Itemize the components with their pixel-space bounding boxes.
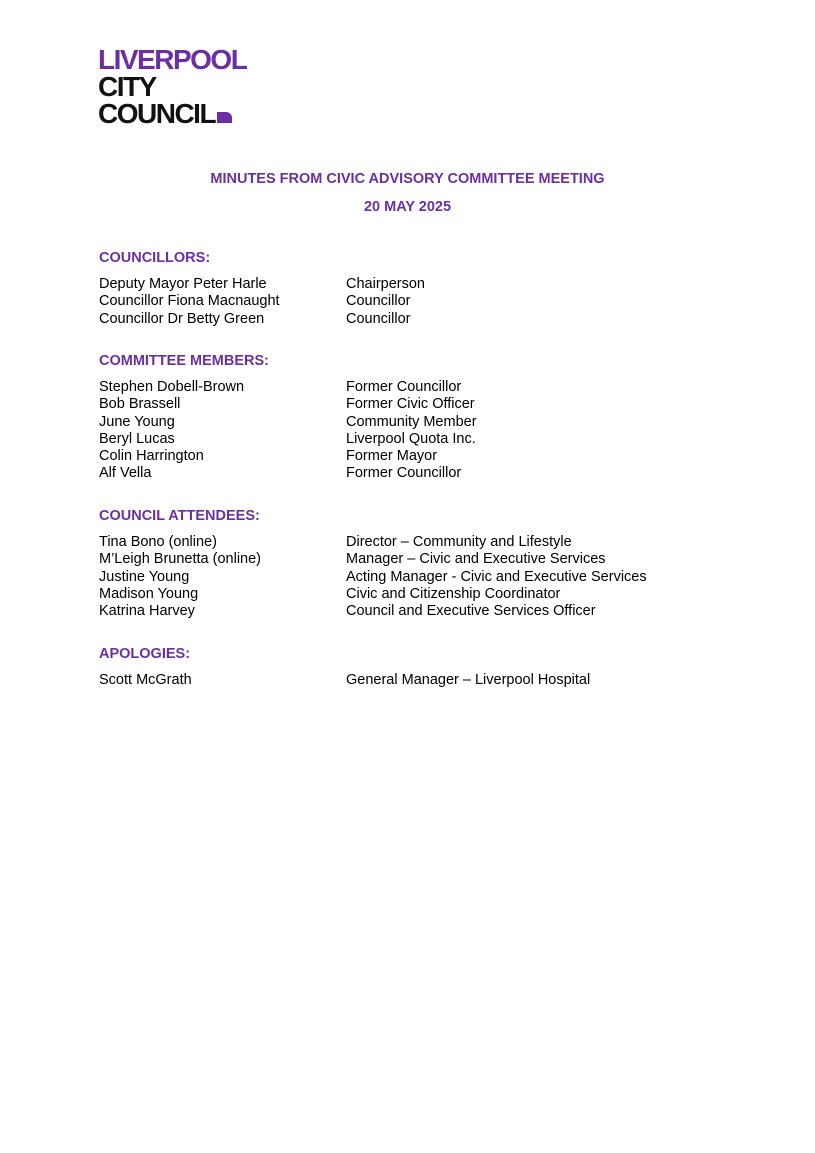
apologies-heading: APOLOGIES: bbox=[99, 646, 191, 662]
attendee-role: Former Civic Officer bbox=[346, 396, 475, 413]
list-item bbox=[99, 569, 739, 586]
attendee-role: Acting Manager - Civic and Executive Services bbox=[346, 568, 647, 585]
councillors-heading: COUNCILLORS: bbox=[99, 250, 211, 266]
list-item bbox=[99, 276, 739, 293]
attendee-role: Liverpool Quota Inc. bbox=[346, 430, 476, 447]
councillors-list bbox=[99, 276, 739, 328]
attendee-name: Deputy Mayor Peter Harle bbox=[99, 276, 267, 292]
attendees-list bbox=[99, 534, 739, 620]
attendee-role: Councillor bbox=[346, 310, 411, 327]
attendee-name: Katrina Harvey bbox=[99, 603, 195, 620]
attendee-role: Former Mayor bbox=[346, 448, 438, 465]
attendee-role: Council and Executive Services Officer bbox=[346, 603, 596, 620]
logo-mark-icon bbox=[217, 112, 232, 123]
attendee-name: June Young bbox=[99, 413, 175, 430]
attendee-name: Councillor Dr Betty Green bbox=[99, 310, 265, 327]
logo-line-3-text: COUNCIL bbox=[98, 98, 216, 129]
attendee-name: Beryl Lucas bbox=[99, 430, 175, 447]
list-item bbox=[99, 431, 739, 448]
list-item bbox=[99, 672, 739, 689]
list-item bbox=[99, 396, 739, 413]
attendee-name: Justine Young bbox=[99, 568, 190, 585]
attendee-name: Councillor Fiona Macnaught bbox=[99, 293, 280, 310]
attendee-name: Bob Brassell bbox=[99, 396, 181, 413]
attendee-role: Community Member bbox=[346, 413, 477, 430]
document-title: MINUTES FROM CIVIC ADVISORY COMMITTEE MEETING bbox=[210, 171, 605, 187]
attendee-role: Former Councillor bbox=[346, 379, 462, 395]
attendee-role: General Manager – Liverpool Hospital bbox=[346, 672, 591, 688]
list-item bbox=[99, 448, 739, 465]
attendee-name: Scott McGrath bbox=[99, 672, 192, 688]
logo-line-3 bbox=[98, 100, 246, 127]
meeting-date: 20 MAY 2025 bbox=[363, 199, 452, 215]
committee-list bbox=[99, 379, 739, 483]
attendee-name: M’Leigh Brunetta (online) bbox=[99, 551, 262, 568]
attendees-heading: COUNCIL ATTENDEES: bbox=[99, 508, 260, 524]
list-item bbox=[99, 586, 739, 603]
list-item bbox=[99, 379, 739, 396]
attendee-role: Chairperson bbox=[346, 276, 425, 292]
attendee-name: Colin Harrington bbox=[99, 448, 204, 465]
logo-line-1: LIVERPOOL bbox=[98, 44, 247, 75]
committee-heading: COMMITTEE MEMBERS: bbox=[99, 353, 269, 369]
attendee-role: Director – Community and Lifestyle bbox=[346, 534, 572, 550]
list-item bbox=[99, 311, 739, 328]
attendee-role: Manager – Civic and Executive Services bbox=[346, 551, 606, 568]
list-item bbox=[99, 414, 739, 431]
logo-line-2: CITY bbox=[98, 71, 156, 102]
attendee-role: Former Councillor bbox=[346, 465, 462, 482]
attendee-name: Stephen Dobell-Brown bbox=[99, 379, 245, 395]
list-item bbox=[99, 603, 739, 620]
list-item bbox=[99, 534, 739, 551]
list-item bbox=[99, 293, 739, 310]
council-logo bbox=[98, 46, 246, 127]
attendee-role: Civic and Citizenship Coordinator bbox=[346, 585, 561, 602]
attendee-name: Tina Bono (online) bbox=[99, 534, 217, 550]
attendee-name: Madison Young bbox=[99, 585, 199, 602]
apologies-list bbox=[99, 672, 739, 689]
list-item bbox=[99, 465, 739, 482]
attendee-name: Alf Vella bbox=[99, 465, 152, 482]
list-item bbox=[99, 551, 739, 568]
attendee-role: Councillor bbox=[346, 293, 411, 310]
